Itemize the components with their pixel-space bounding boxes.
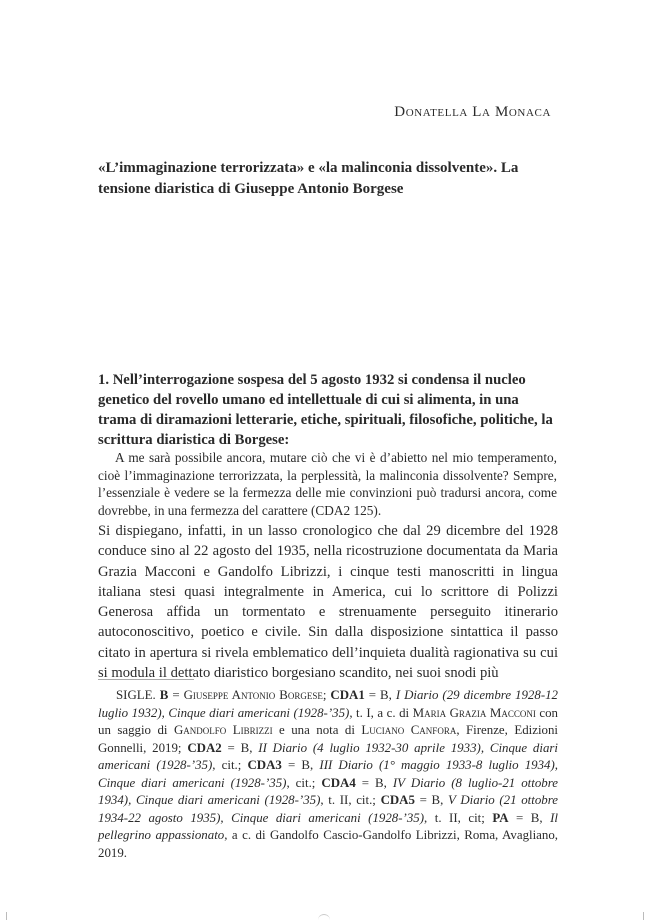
cda3-pre: = B, bbox=[281, 758, 320, 772]
cda1-mid: , t. I, a c. di bbox=[349, 705, 413, 720]
crop-mark-left bbox=[6, 912, 7, 920]
running-header-author: Donatella La Monaca bbox=[394, 104, 551, 120]
body-paragraph: Si dispiegano, infatti, in un lasso cronologico che dal 29 dicembre del 1928 conduce sino al 22 agosto del 1935, nella ricostruzione documentata da Maria Grazia Macconi e Gandolfo Librizzi, i cinque testi manoscritti in lingua italiana stesi quasi integralmente in America, cui lo scrittore di Polizzi Generosa affida un tormentato e strenuamente perseguito itinerario autoconoscitivo, poetico e civile. Sin dalla disposizione sintattica il passo citato in apertura si rivela emblematico dell’inquieta dualità ragionativa su cui si modula il dettato diaristico borgesiano scandito, nei suoi snodi più bbox=[98, 523, 558, 682]
cda1-title: I Diario (29 dicembre 1928-12 luglio 1932), Cinque diari americani (1928-’35) bbox=[98, 688, 559, 720]
cda5-title: V Diario (21 ottobre 1934-22 agosto 1935), Cinque diari americani (1928-’35) bbox=[98, 793, 558, 825]
pa-post: , a c. di Gandolfo Cascio-Gandolfo Librizzi, Roma, Avagliano, 2019. bbox=[98, 828, 559, 860]
note-author-name: Luciano Canfora bbox=[361, 723, 457, 737]
cda1-pre: = B, bbox=[364, 688, 396, 702]
cda4-title: IV Diario (8 luglio-21 ottobre 1934), Cinque diari americani (1928-’35) bbox=[98, 775, 558, 807]
cda1-post: , Firenze, Edizioni Gonnelli, 2019; bbox=[98, 723, 559, 755]
cda5-pre: = B, bbox=[414, 793, 449, 807]
cda5-post: , t. II, cit; bbox=[424, 810, 493, 825]
cda4-post: , t. II, cit.; bbox=[320, 793, 381, 807]
crop-mark-center bbox=[318, 914, 330, 920]
cda1-mid2: con un saggio di bbox=[98, 705, 558, 737]
author-name: Giuseppe Antonio Borgese bbox=[183, 688, 323, 702]
pa-pre: = B, bbox=[508, 810, 551, 825]
essay-author-name: Gandolfo Librizzi bbox=[173, 723, 273, 737]
cda2-post: , cit.; bbox=[212, 758, 248, 772]
pa-title: Il pellegrino appassionato bbox=[98, 810, 558, 842]
crop-mark-right bbox=[643, 912, 644, 920]
sigla-cda4: CDA4 bbox=[321, 775, 356, 790]
cda3-title: III Diario (1° maggio 1933-8 luglio 1934), Cinque diari americani (1928-’35) bbox=[98, 758, 559, 790]
cda4-pre: = B, bbox=[355, 775, 393, 790]
footnote-sigle: SIGLE. B = Giuseppe Antonio Borgese; CDA1 = B, I Diario (29 dicembre 1928-12 luglio 1932), Cinque diari americani (1928-’35), t. I, a c. di Maria Grazia Macconi con un saggio di Gandolfo Librizzi e una nota di Luciano Canfora, Firenze, Edizioni Gonnelli, 2019; CDA2 = B, II Diario (4 luglio 1932-30 aprile 1933), Cinque diari americani (1928-’35), cit.; CDA3 = B, III Diario (1° maggio 1933-8 luglio 1934), Cinque diari americani (1928-’35), cit.; CDA4 = B, IV Diario (8 luglio-21 ottobre 1934), Cinque diari americani (1928-’35), t. II, cit.; CDA5 = B, V Diario (21 ottobre 1934-22 agosto 1935), Cinque diari americani (1928-’35), t. II, cit; PA = B, Il pellegrino appassionato, a c. di Gandolfo Cascio-Gandolfo Librizzi, Roma, Avagliano, 2019. bbox=[98, 688, 559, 860]
sigla-cda2: CDA2 bbox=[187, 740, 222, 755]
sigla-b: B bbox=[159, 688, 169, 702]
footnote-rule bbox=[98, 679, 194, 680]
sigla-cda3: CDA3 bbox=[247, 758, 282, 772]
block-quote: A me sarà possibile ancora, mutare ciò che vi è d’abietto nel mio temperamento, cioè l’immaginazione terrorizzata, la perplessità, la malinconia dissolvente? Sempre, l’essenziale è vedere se la fermezza delle mie convinzioni può tradursi ancora, come dovrebbe, in una fermezza del carattere (CDA2 125). bbox=[98, 450, 557, 518]
cda3-post: , cit.; bbox=[286, 775, 322, 790]
sigla-pa: PA bbox=[492, 810, 509, 825]
cda2-title: II Diario (4 luglio 1932-30 aprile 1933), Cinque diari americani (1928-’35) bbox=[98, 740, 558, 772]
cda2-pre: = B, bbox=[221, 740, 259, 755]
sigla-cda5: CDA5 bbox=[380, 793, 415, 807]
section-heading: 1. Nell’interrogazione sospesa del 5 agosto 1932 si condensa il nucleo genetico del rovello umano ed intellettuale di cui si alimenta, in una trama di diramazioni letterarie, etiche, spirituali, filosofiche, politiche, la scrittura diaristica di Borgese: bbox=[98, 372, 553, 448]
editor-name: Maria Grazia Macconi bbox=[412, 705, 536, 720]
cda1-mid3: e una nota di bbox=[272, 723, 362, 737]
sigle-label: SIGLE. bbox=[116, 688, 156, 702]
article-title: «L’immaginazione terrorizzata» e «la malinconia dissolvente». La tensione diaristica di Giuseppe Antonio Borgese bbox=[98, 160, 519, 197]
sigla-cda1: CDA1 bbox=[330, 688, 365, 702]
